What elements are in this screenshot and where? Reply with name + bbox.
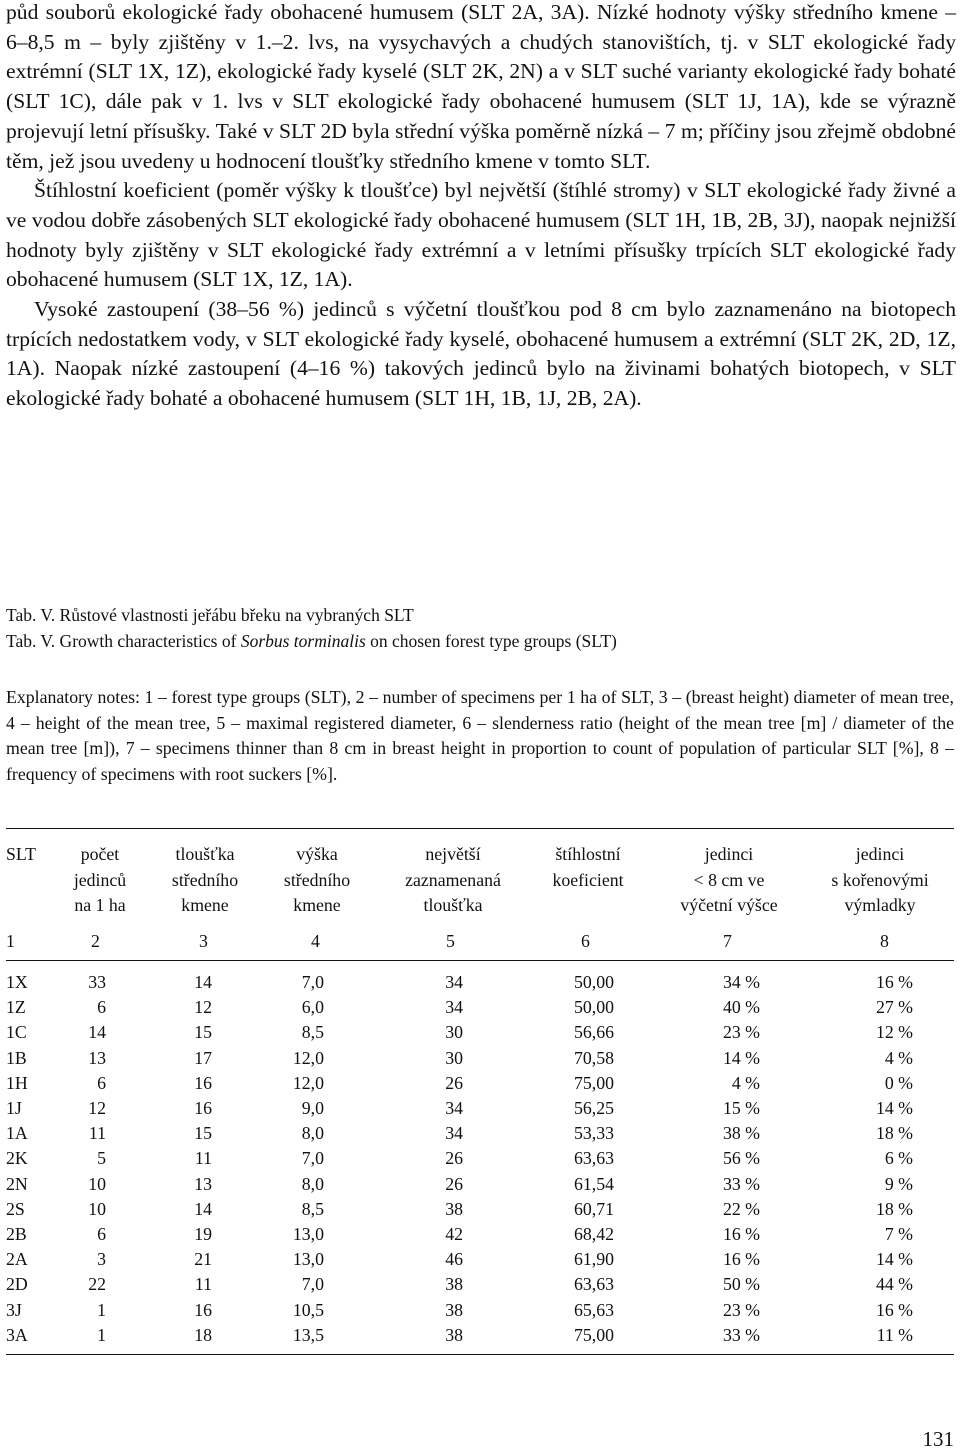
table-cell: 11 %: [876, 1324, 913, 1345]
table-cell: 22: [88, 1274, 106, 1295]
table-header-line: štíhlostní: [555, 844, 621, 864]
table-header-line: na 1 ha: [74, 895, 126, 915]
table-cell: 0 %: [884, 1072, 913, 1093]
table-cell: 46: [445, 1249, 463, 1270]
table-header-cell: [262, 842, 372, 919]
table-cell-slt: 2A: [6, 1249, 28, 1270]
column-number: 6: [581, 931, 590, 951]
caption-en-suffix: on chosen forest type groups (SLT): [365, 631, 617, 651]
table-cell: 38: [445, 1274, 463, 1295]
table-cell: 50,00: [573, 972, 614, 992]
table-cell: 26: [445, 1072, 463, 1093]
table-header-line: středního: [171, 869, 239, 890]
table-header-cell: [652, 842, 806, 919]
table-cell: 34 %: [722, 972, 760, 992]
table-cell-slt: 1C: [6, 1022, 27, 1043]
table-cell: 38: [445, 1198, 463, 1219]
table-cell-slt: 1A: [6, 1123, 28, 1144]
table-cell: 15 %: [722, 1098, 760, 1118]
table-header-line: středního: [283, 869, 351, 890]
table-cell-slt: 2B: [6, 1224, 27, 1244]
table-cell: 63,63: [573, 1274, 614, 1295]
table-cell: 18 %: [875, 1123, 913, 1144]
table-caption-cz: Tab. V. Růstové vlastnosti jeřábu břeku na vybraných SLT: [6, 605, 414, 625]
table-cell: 40 %: [722, 997, 760, 1018]
paragraph-3: Vysoké zastoupení (38–56 %) jedinců s výčetní tloušťkou pod 8 cm bylo zaznamenáno na biotopech trpících nedostatkem vody, v SLT ekologické řady kyselé, obohacené humusem a extrémní (SLT 2K, 2D, 1Z, 1A). Naopak nízké zastoupení (4–16 %) takových jedinců bylo na živinami bohatých biotopech, v SLT ekologické řady bohaté a obohacené humusem (SLT 1H, 1B, 1J, 2B, 2A).: [6, 297, 956, 411]
table-cell: 6: [97, 1224, 106, 1244]
table-cell: 16 %: [722, 1249, 760, 1270]
table-header-line: jedinci: [704, 844, 754, 864]
table-header-line: výška: [296, 844, 338, 864]
table-cell: 13: [194, 1173, 212, 1194]
paragraph-1: půd souborů ekologické řady obohacené humusem (SLT 2A, 3A). Nízké hodnoty výšky středního kmene – 6–8,5 m – byly zjištěny v 1.–2. lvs, na vysychavých a chudých stanovištích, tj. v SLT ekologické řady extrémní (SLT 1X, 1Z), ekologické řady kyselé (SLT 2K, 2N) a v SLT suché varianty ekologické řady bohaté (SLT 1C), dále pak v 1. lvs v SLT ekologické řady obohacené humusem (SLT 1J, 1A), kde se výrazně projevují letní přísušky. Také v SLT 2D byla střední výška poměrně nízká – 7 m; příčiny jsou zřejmě obdobné těm, jež jsou uvedeny u hodnocení tloušťky středního kmene v tomto SLT.: [6, 0, 956, 173]
table-cell: 14: [88, 1022, 106, 1043]
table-header-line: s kořenovými: [831, 869, 929, 890]
table-header-cell: [6, 842, 56, 868]
table-header-line: kmene: [293, 895, 341, 915]
table-cell: 21: [194, 1249, 212, 1270]
table-cell: 38: [445, 1299, 463, 1320]
table-cell: 6: [97, 1072, 106, 1093]
table-header-line: koeficient: [552, 869, 624, 890]
table-cell: 13,0: [292, 1249, 324, 1270]
table-cell: 14 %: [875, 1249, 913, 1270]
table-cell: 23 %: [722, 1299, 760, 1320]
table-cell: 4 %: [731, 1072, 760, 1093]
table-cell: 61,90: [573, 1249, 614, 1270]
table-cell: 6: [97, 997, 106, 1018]
table-cell: 12,0: [292, 1072, 324, 1093]
table-cell: 60,71: [573, 1198, 614, 1219]
table-cell: 8,0: [301, 1123, 324, 1144]
table-cell: 50,00: [573, 997, 614, 1018]
table-cell: 30: [445, 1022, 463, 1043]
table-cell: 7,0: [301, 972, 324, 992]
table-cell: 16: [194, 1098, 212, 1118]
table-cell: 15: [194, 1022, 212, 1043]
table-cell-slt: 1X: [6, 972, 28, 992]
table-cell: 34: [445, 1123, 463, 1144]
table-cell: 15: [194, 1123, 212, 1144]
table-cell: 8,5: [301, 1022, 324, 1043]
table-cell: 12,0: [292, 1047, 324, 1068]
table-cell: 16: [194, 1072, 212, 1093]
table-header-line: SLT: [6, 844, 36, 864]
explanatory-notes: Explanatory notes: 1 – forest type groups (SLT), 2 – number of specimens per 1 ha of SLT, 3 – (breast height) diameter of mean tree, 4 – height of the mean tree, 5 – maximal registered diameter, 6 – slenderness ratio (height of the mean tree [m] / diameter of the mean tree [m]), 7 – specimens thinner than 8 cm in breast height in proportion to count of population of particular SLT [%], 8 – frequency of specimens with root suckers [%].: [6, 687, 954, 784]
table-cell: 61,54: [573, 1173, 614, 1194]
table-cell-slt: 1B: [6, 1047, 27, 1068]
table-cell: 17: [194, 1047, 212, 1068]
table-header-line: největší: [425, 844, 481, 864]
body-text: [6, 0, 956, 414]
page-number: 131: [922, 1427, 954, 1451]
table-cell: 44 %: [875, 1274, 913, 1295]
table-cell: 14 %: [875, 1098, 913, 1118]
table-cell: 70,58: [573, 1047, 614, 1068]
table-cell: 33: [88, 972, 106, 992]
table-header-line: kmene: [181, 895, 229, 915]
table-cell: 65,63: [573, 1299, 614, 1320]
table-header-line: < 8 cm ve: [693, 869, 765, 890]
table-header-line: výčetní výšce: [680, 895, 778, 915]
table-cell-slt: 3J: [6, 1299, 22, 1320]
table-header-line: jedinci: [855, 844, 905, 864]
table-cell: 7,0: [301, 1148, 324, 1169]
table-cell: 16 %: [875, 972, 913, 992]
table-rule-middle: [6, 960, 954, 961]
table-header-cell: [806, 842, 954, 919]
table-cell: 75,00: [573, 1324, 614, 1345]
table-cell: 1: [97, 1299, 106, 1320]
column-number: 5: [446, 931, 455, 951]
table-cell: 19: [194, 1224, 212, 1244]
table-header-line: výmladky: [844, 895, 916, 915]
table-cell: 4 %: [884, 1047, 913, 1068]
table-cell-slt: 1Z: [6, 997, 26, 1018]
table-header-line: tloušťka: [423, 895, 483, 915]
table-cell: 14: [194, 1198, 212, 1219]
table-cell: 13,0: [292, 1224, 324, 1244]
table-cell: 14: [194, 972, 212, 992]
column-number: 1: [6, 931, 15, 951]
table-cell: 30: [445, 1047, 463, 1068]
table-header-line: zaznamenaná: [405, 869, 501, 890]
table-cell: 12: [194, 997, 212, 1018]
column-number: 7: [723, 931, 732, 951]
table-cell: 38: [445, 1324, 463, 1345]
table-cell: 42: [445, 1224, 463, 1244]
table-cell: 7,0: [301, 1274, 324, 1295]
table-cell: 11: [88, 1123, 106, 1144]
table-header-cell: [56, 842, 144, 919]
table-cell: 34: [445, 1098, 463, 1118]
table-cell: 18: [194, 1324, 212, 1345]
table-cell: 3: [97, 1249, 106, 1270]
table-cell: 34: [445, 972, 463, 992]
caption-en-prefix: Tab. V. Growth characteristics of: [6, 631, 241, 651]
table-cell: 50 %: [722, 1274, 760, 1295]
table-cell: 56,25: [573, 1098, 614, 1118]
table-cell: 13,5: [292, 1324, 324, 1345]
table-cell: 12 %: [875, 1022, 913, 1043]
table-cell: 11: [194, 1148, 212, 1169]
table-header-cell: [150, 842, 260, 919]
table-cell-slt: 2D: [6, 1274, 28, 1295]
table-cell: 10: [88, 1173, 106, 1194]
table-cell: 9,0: [301, 1098, 324, 1118]
table-cell: 63,63: [573, 1148, 614, 1169]
column-number: 8: [880, 931, 889, 951]
table-cell-slt: 1J: [6, 1098, 22, 1118]
table-cell: 1: [97, 1324, 106, 1345]
table-cell-slt: 3A: [6, 1324, 28, 1345]
table-cell: 16: [194, 1299, 212, 1320]
table-header-cell: [378, 842, 528, 919]
table-cell: 75,00: [573, 1072, 614, 1093]
table-cell: 56 %: [722, 1148, 760, 1169]
table-header-cell: [528, 842, 648, 893]
table-cell: 16 %: [722, 1224, 760, 1244]
column-number: 2: [91, 931, 100, 951]
table-header-line: jedinců: [73, 869, 127, 890]
table-cell: 26: [445, 1148, 463, 1169]
table-cell: 38 %: [722, 1123, 760, 1144]
table-rule-top: [6, 828, 954, 829]
table-cell: 8,5: [301, 1198, 324, 1219]
table-cell: 12: [88, 1098, 106, 1118]
column-number: 3: [199, 931, 208, 951]
table-cell: 22 %: [722, 1198, 760, 1219]
column-number: 4: [311, 931, 320, 951]
table-cell: 53,33: [573, 1123, 614, 1144]
table-caption-en: [6, 630, 617, 652]
table-cell: 11: [194, 1274, 212, 1295]
table-cell: 8,0: [301, 1173, 324, 1194]
table-cell: 27 %: [875, 997, 913, 1018]
table-header-line: tloušťka: [175, 844, 235, 864]
table-cell: 7 %: [884, 1224, 913, 1244]
table-cell: 33 %: [722, 1173, 760, 1194]
table-cell: 10: [88, 1198, 106, 1219]
table-cell: 9 %: [884, 1173, 913, 1194]
table-cell: 18 %: [875, 1198, 913, 1219]
table-cell: 14 %: [722, 1047, 760, 1068]
paragraph-2: Štíhlostní koeficient (poměr výšky k tloušťce) byl největší (štíhlé stromy) v SLT ekologické řady živné a ve vodou dobře zásobených SLT ekologické řady obohacené humusem (SLT 1H, 1B, 2B, 3J), naopak nejnižší hodnoty byly zjištěny v SLT ekologické řady extrémní a v letními přísušky trpících SLT ekologické řady obohacené humusem (SLT 1X, 1Z, 1A).: [6, 178, 956, 292]
table-cell-slt: 1H: [6, 1072, 28, 1093]
table-cell: 5: [97, 1148, 106, 1169]
table-cell: 23 %: [722, 1022, 760, 1043]
table-cell-slt: 2K: [6, 1148, 28, 1169]
table-cell: 6 %: [884, 1148, 913, 1169]
table-cell: 34: [445, 997, 463, 1018]
table-cell-slt: 2N: [6, 1173, 28, 1194]
table-cell: 68,42: [573, 1224, 614, 1244]
table-cell: 13: [88, 1047, 106, 1068]
caption-species: Sorbus torminalis: [240, 631, 366, 651]
table-cell-slt: 2S: [6, 1198, 25, 1219]
table-header-line: počet: [80, 844, 120, 864]
table-cell: 10,5: [292, 1299, 324, 1320]
table-cell: 6,0: [301, 997, 324, 1018]
table-rule-bottom: [6, 1354, 954, 1355]
table-cell: 33 %: [722, 1324, 760, 1345]
table-cell: 16 %: [875, 1299, 913, 1320]
table-cell: 56,66: [573, 1022, 614, 1043]
table-cell: 26: [445, 1173, 463, 1194]
